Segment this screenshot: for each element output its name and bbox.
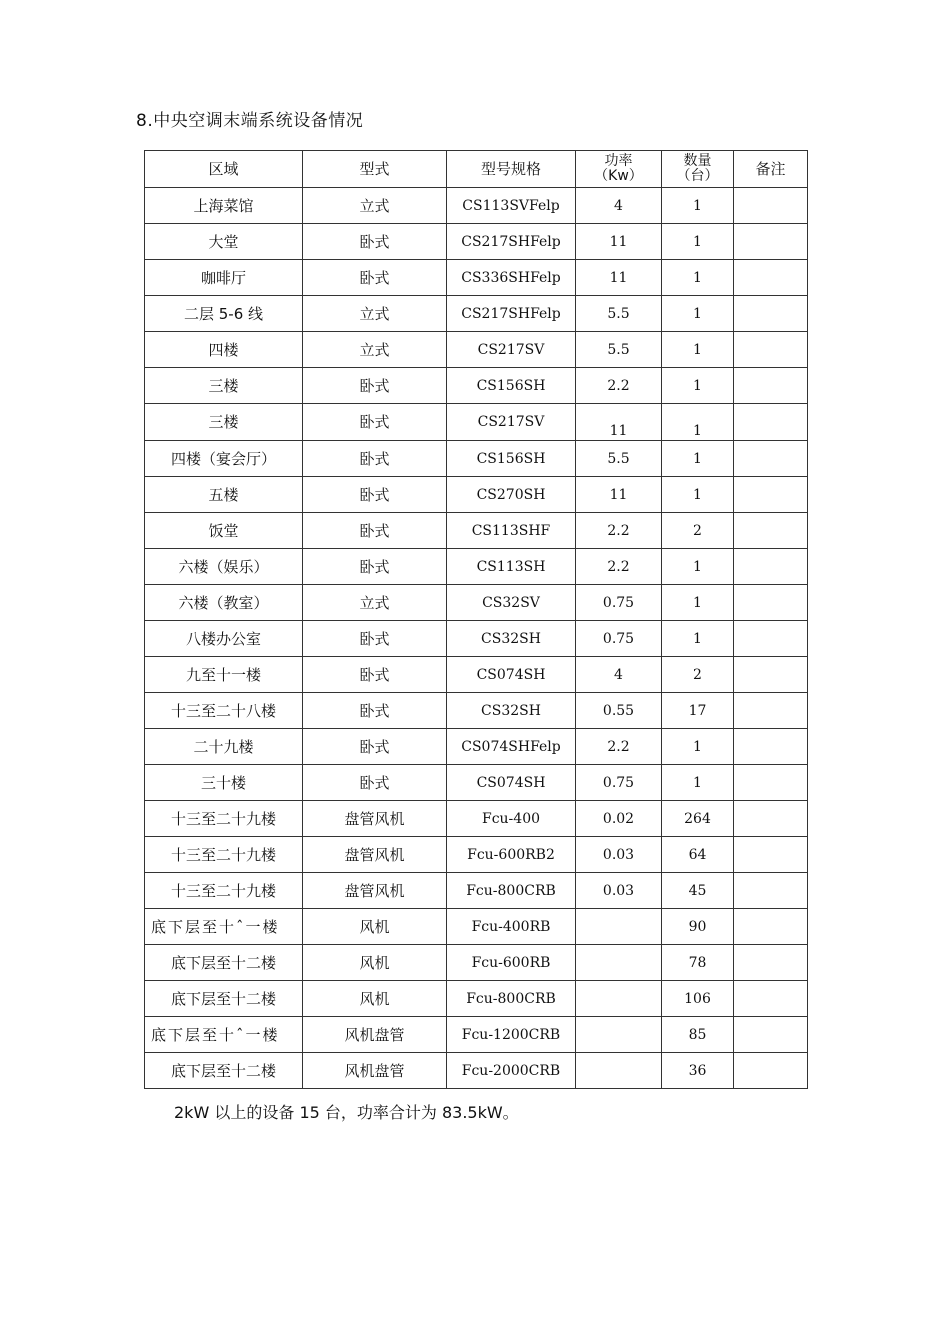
cell-model: CS074SH: [447, 765, 576, 801]
cell-type: 风机: [303, 909, 447, 945]
cell-type: 卧式: [303, 549, 447, 585]
table-row: [145, 188, 808, 224]
cell-area: 三十楼: [145, 765, 303, 801]
cell-type: 卧式: [303, 513, 447, 549]
cell-power: [576, 909, 662, 945]
header-power-unit: （Kw）: [594, 168, 643, 184]
cell-qty: 1: [662, 404, 734, 441]
header-power-label: 功率: [604, 153, 633, 169]
cell-remark: [734, 1053, 808, 1089]
cell-model: Fcu-600RB2: [447, 837, 576, 873]
cell-remark: [734, 441, 808, 477]
cell-remark: [734, 296, 808, 332]
cell-power: 11: [576, 477, 662, 513]
cell-area: 底下层至十二楼: [145, 981, 303, 1017]
cell-model: Fcu-800CRB: [447, 981, 576, 1017]
cell-model: CS217SHFelp: [447, 296, 576, 332]
cell-area: 三楼: [145, 404, 303, 441]
table-row: [145, 224, 808, 260]
section-heading: 8.中央空调末端系统设备情况: [136, 111, 364, 131]
cell-model: CS113SHF: [447, 513, 576, 549]
cell-remark: [734, 404, 808, 441]
cell-power: 0.55: [576, 693, 662, 729]
cell-area: 十三至二十九楼: [145, 873, 303, 909]
cell-qty: 1: [662, 621, 734, 657]
cell-type: 卧式: [303, 224, 447, 260]
cell-type: 卧式: [303, 729, 447, 765]
cell-area: 四楼: [145, 332, 303, 368]
cell-remark: [734, 981, 808, 1017]
cell-qty: 17: [662, 693, 734, 729]
table-row: [145, 368, 808, 404]
table-row: [145, 296, 808, 332]
cell-model: CS270SH: [447, 477, 576, 513]
cell-qty: 1: [662, 332, 734, 368]
cell-qty: 1: [662, 296, 734, 332]
cell-power: 2.2: [576, 368, 662, 404]
header-type: 型式: [303, 151, 447, 188]
cell-model: CS217SHFelp: [447, 224, 576, 260]
cell-power: 11: [576, 224, 662, 260]
cell-qty: 1: [662, 224, 734, 260]
cell-power: 2.2: [576, 729, 662, 765]
table-row: [145, 260, 808, 296]
cell-model: CS074SH: [447, 657, 576, 693]
cell-area: 二十九楼: [145, 729, 303, 765]
cell-remark: [734, 729, 808, 765]
cell-power: [576, 1017, 662, 1053]
cell-qty: 106: [662, 981, 734, 1017]
cell-power: 0.02: [576, 801, 662, 837]
cell-model: CS113SH: [447, 549, 576, 585]
cell-power: 11: [576, 404, 662, 441]
table-row: [145, 404, 808, 441]
cell-model: CS32SV: [447, 585, 576, 621]
cell-area: 底下层至十ˆ一楼: [145, 909, 303, 945]
cell-qty: 1: [662, 260, 734, 296]
cell-qty: 2: [662, 657, 734, 693]
cell-power: 5.5: [576, 296, 662, 332]
cell-qty: 90: [662, 909, 734, 945]
cell-qty: 64: [662, 837, 734, 873]
cell-qty: 85: [662, 1017, 734, 1053]
cell-type: 卧式: [303, 368, 447, 404]
cell-power: [576, 945, 662, 981]
table-row: [145, 981, 808, 1017]
cell-area: 十三至二十九楼: [145, 801, 303, 837]
cell-area: 大堂: [145, 224, 303, 260]
cell-power: 0.75: [576, 765, 662, 801]
table-row: [145, 549, 808, 585]
cell-area: 六楼（娱乐）: [145, 549, 303, 585]
cell-model: CS217SV: [447, 404, 576, 441]
table-header-row: [145, 151, 808, 188]
cell-type: 盘管风机: [303, 837, 447, 873]
cell-type: 卧式: [303, 260, 447, 296]
cell-area: 四楼（宴会厅）: [145, 441, 303, 477]
cell-type: 盘管风机: [303, 801, 447, 837]
cell-type: 立式: [303, 332, 447, 368]
cell-remark: [734, 837, 808, 873]
cell-type: 风机: [303, 945, 447, 981]
cell-qty: 1: [662, 368, 734, 404]
cell-area: 饭堂: [145, 513, 303, 549]
cell-type: 卧式: [303, 404, 447, 441]
cell-power: 11: [576, 260, 662, 296]
header-remark: 备注: [734, 151, 808, 188]
table-row: [145, 513, 808, 549]
cell-qty: 78: [662, 945, 734, 981]
header-qty-label: 数量: [683, 153, 712, 169]
cell-qty: 1: [662, 585, 734, 621]
cell-type: 立式: [303, 296, 447, 332]
header-model: 型号规格: [447, 151, 576, 188]
table-row: [145, 693, 808, 729]
cell-model: CS074SHFelp: [447, 729, 576, 765]
table-row: [145, 909, 808, 945]
cell-remark: [734, 188, 808, 224]
cell-area: 咖啡厅: [145, 260, 303, 296]
cell-remark: [734, 945, 808, 981]
cell-remark: [734, 873, 808, 909]
cell-remark: [734, 909, 808, 945]
cell-type: 风机: [303, 981, 447, 1017]
cell-power: [576, 1053, 662, 1089]
cell-remark: [734, 657, 808, 693]
cell-remark: [734, 765, 808, 801]
cell-remark: [734, 621, 808, 657]
header-power: [576, 151, 662, 188]
table-row: [145, 945, 808, 981]
cell-model: Fcu-400: [447, 801, 576, 837]
cell-remark: [734, 368, 808, 404]
cell-qty: 1: [662, 729, 734, 765]
cell-qty: 45: [662, 873, 734, 909]
cell-qty: 264: [662, 801, 734, 837]
cell-model: Fcu-600RB: [447, 945, 576, 981]
cell-type: 立式: [303, 585, 447, 621]
cell-type: 卧式: [303, 765, 447, 801]
cell-qty: 1: [662, 188, 734, 224]
cell-power: 5.5: [576, 441, 662, 477]
cell-area: 六楼（教室）: [145, 585, 303, 621]
table-row: [145, 873, 808, 909]
table-row: [145, 332, 808, 368]
table-row: [145, 621, 808, 657]
table-row: [145, 729, 808, 765]
cell-model: CS113SVFelp: [447, 188, 576, 224]
cell-remark: [734, 549, 808, 585]
table-row: [145, 585, 808, 621]
header-qty-unit: （台）: [676, 168, 719, 184]
cell-model: CS156SH: [447, 368, 576, 404]
cell-area: 八楼办公室: [145, 621, 303, 657]
cell-area: 底下层至十二楼: [145, 945, 303, 981]
cell-model: Fcu-400RB: [447, 909, 576, 945]
summary-note: 2kW 以上的设备 15 台，功率合计为 83.5kW。: [174, 1103, 519, 1122]
table-body: [145, 188, 808, 1089]
cell-model: Fcu-1200CRB: [447, 1017, 576, 1053]
cell-power: 2.2: [576, 513, 662, 549]
table-row: [145, 657, 808, 693]
cell-qty: 1: [662, 549, 734, 585]
cell-qty: 1: [662, 765, 734, 801]
table-row: [145, 441, 808, 477]
table-row: [145, 1053, 808, 1089]
cell-power: 0.03: [576, 873, 662, 909]
cell-power: 4: [576, 657, 662, 693]
cell-model: CS32SH: [447, 621, 576, 657]
cell-area: 底下层至十二楼: [145, 1053, 303, 1089]
cell-area: 十三至二十八楼: [145, 693, 303, 729]
cell-model: Fcu-2000CRB: [447, 1053, 576, 1089]
cell-power: 0.03: [576, 837, 662, 873]
cell-area: 九至十一楼: [145, 657, 303, 693]
cell-qty: 1: [662, 477, 734, 513]
cell-remark: [734, 332, 808, 368]
cell-remark: [734, 224, 808, 260]
table-row: [145, 801, 808, 837]
equipment-table: [144, 150, 808, 1089]
cell-type: 卧式: [303, 693, 447, 729]
table-row: [145, 477, 808, 513]
cell-remark: [734, 1017, 808, 1053]
cell-power: 0.75: [576, 585, 662, 621]
cell-type: 风机盘管: [303, 1053, 447, 1089]
cell-qty: 1: [662, 441, 734, 477]
cell-power: 4: [576, 188, 662, 224]
header-qty: [662, 151, 734, 188]
cell-type: 立式: [303, 188, 447, 224]
cell-power: 2.2: [576, 549, 662, 585]
cell-remark: [734, 260, 808, 296]
cell-type: 卧式: [303, 477, 447, 513]
cell-qty: 2: [662, 513, 734, 549]
cell-type: 风机盘管: [303, 1017, 447, 1053]
table-row: [145, 837, 808, 873]
cell-area: 底下层至十ˆ一楼: [145, 1017, 303, 1053]
header-area: 区域: [145, 151, 303, 188]
cell-area: 十三至二十九楼: [145, 837, 303, 873]
cell-area: 五楼: [145, 477, 303, 513]
cell-model: CS217SV: [447, 332, 576, 368]
table-row: [145, 765, 808, 801]
cell-type: 卧式: [303, 441, 447, 477]
cell-type: 卧式: [303, 657, 447, 693]
cell-remark: [734, 585, 808, 621]
cell-remark: [734, 477, 808, 513]
cell-power: 5.5: [576, 332, 662, 368]
cell-power: [576, 981, 662, 1017]
cell-type: 盘管风机: [303, 873, 447, 909]
cell-qty: 36: [662, 1053, 734, 1089]
cell-model: Fcu-800CRB: [447, 873, 576, 909]
cell-remark: [734, 693, 808, 729]
cell-model: CS32SH: [447, 693, 576, 729]
cell-model: CS156SH: [447, 441, 576, 477]
cell-power: 0.75: [576, 621, 662, 657]
cell-type: 卧式: [303, 621, 447, 657]
table-row: [145, 1017, 808, 1053]
cell-model: CS336SHFelp: [447, 260, 576, 296]
cell-remark: [734, 801, 808, 837]
cell-area: 三楼: [145, 368, 303, 404]
cell-remark: [734, 513, 808, 549]
cell-area: 上海菜馆: [145, 188, 303, 224]
cell-area: 二层 5-6 线: [145, 296, 303, 332]
